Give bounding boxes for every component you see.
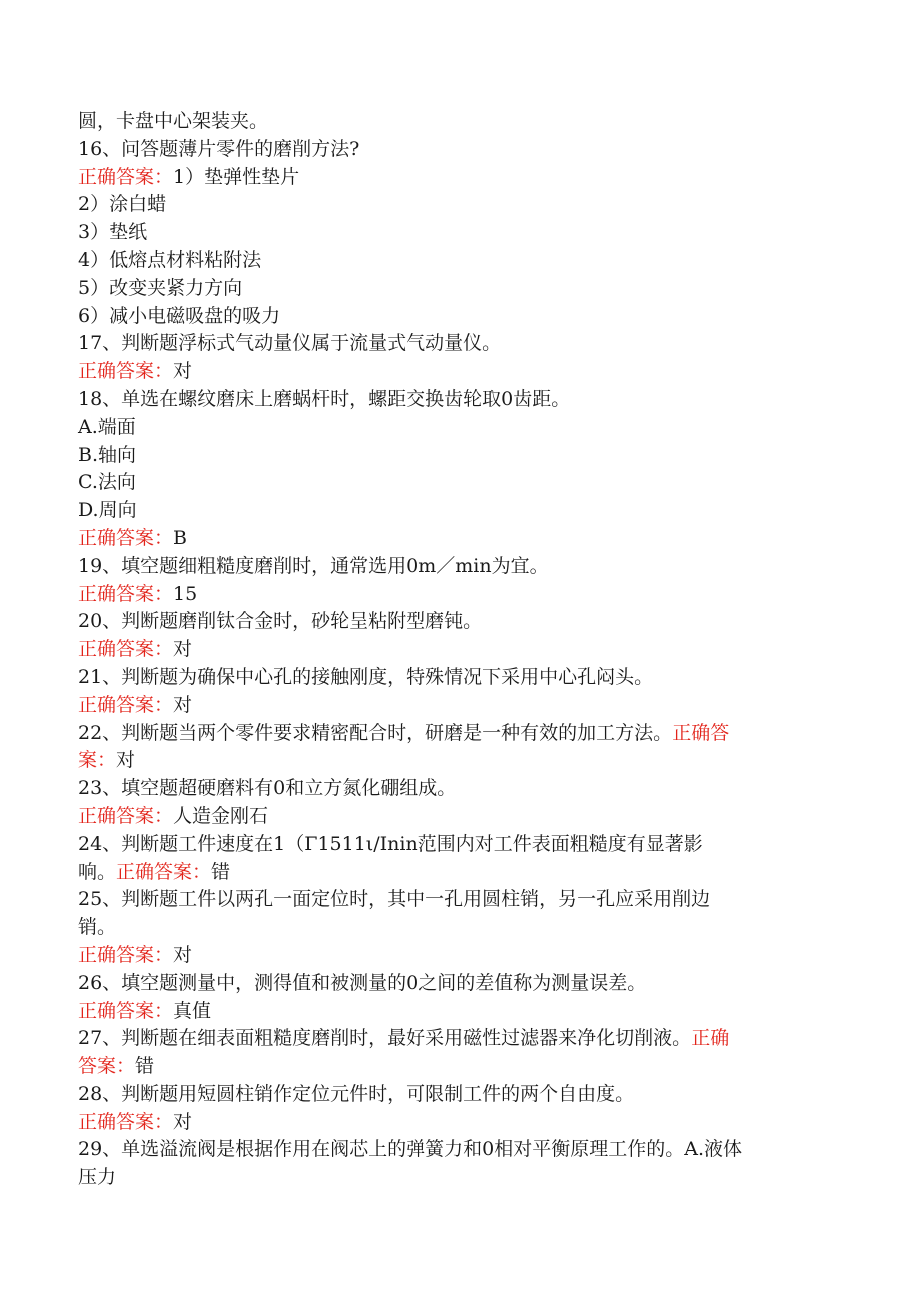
question-25-cont: 销。 — [78, 916, 117, 939]
answer-label: 正确答案： — [78, 999, 174, 1022]
answer-value: 对 — [116, 749, 136, 772]
answer-26 — [78, 998, 833, 1026]
answer-value: 对 — [173, 1110, 193, 1133]
question-16: 16、问答题薄片零件的磨削方法? — [78, 137, 360, 160]
answer-value: 1）垫弹性垫片 — [173, 165, 300, 188]
answer-label: 正确答案： — [78, 1110, 174, 1133]
answer-label: 正确答案： — [78, 582, 174, 605]
question-25: 25、判断题工件以两孔一面定位时，其中一孔用圆柱销，另一孔应采用削边 — [78, 888, 711, 911]
option-a: A.端面 — [78, 415, 136, 438]
answer-17 — [78, 358, 833, 386]
option-d: D.周向 — [78, 499, 137, 522]
answer-value: 对 — [173, 360, 193, 383]
question-17: 17、判断题浮标式气动量仪属于流量式气动量仪。 — [78, 332, 502, 355]
option-c: C.法向 — [78, 471, 136, 494]
answer-line: 6）减小电磁吸盘的吸力 — [78, 304, 281, 327]
question-18: 18、单选在螺纹磨床上磨蜗杆时，螺距交换齿轮取0齿距。 — [78, 387, 571, 410]
answer-value: 15 — [173, 582, 198, 605]
answer-16 — [78, 164, 833, 192]
question-text: 22、判断题当两个零件要求精密配合时，研磨是一种有效的加工方法。 — [78, 721, 673, 744]
answer-label: 正确 — [691, 1027, 730, 1050]
question-26: 26、填空题测量中，测得值和被测量的0之间的差值称为测量误差。 — [78, 971, 647, 994]
answer-label: 案： — [78, 749, 117, 772]
answer-25 — [78, 942, 833, 970]
option-b: B.轴向 — [78, 443, 137, 466]
answer-21 — [78, 692, 833, 720]
answer-value: B — [173, 526, 187, 549]
question-27 — [78, 1025, 833, 1053]
answer-label: 正确答案： — [78, 526, 174, 549]
answer-label: 正确答案： — [78, 360, 174, 383]
answer-18 — [78, 525, 833, 553]
question-28: 28、判断题用短圆柱销作定位元件时，可限制工件的两个自由度。 — [78, 1082, 635, 1105]
answer-label: 正确答案： — [78, 638, 174, 661]
answer-value: 错 — [211, 860, 231, 883]
answer-label: 正确答案： — [78, 943, 174, 966]
answer-27 — [78, 1053, 833, 1081]
answer-label: 正确答案： — [116, 860, 212, 883]
answer-label: 正确答案： — [78, 804, 174, 827]
answer-label: 正确答案： — [78, 165, 174, 188]
answer-24 — [78, 859, 833, 887]
answer-line: 2）涂白蜡 — [78, 193, 167, 216]
question-19: 19、填空题细粗糙度磨削时，通常选用0m／min为宜。 — [78, 554, 549, 577]
answer-label: 正确答 — [672, 721, 730, 744]
text-line: 圆，卡盘中心架装夹。 — [78, 110, 269, 132]
question-23: 23、填空题超硬磨料有0和立方氮化硼组成。 — [78, 777, 457, 800]
answer-value: 错 — [135, 1055, 155, 1078]
answer-23 — [78, 803, 833, 831]
answer-value: 真值 — [173, 999, 212, 1022]
question-text: 27、判断题在细表面粗糙度磨削时，最好采用磁性过滤器来净化切削液。 — [78, 1027, 692, 1050]
question-29-cont: 压力 — [78, 1166, 117, 1189]
answer-28 — [78, 1109, 833, 1137]
question-22 — [78, 720, 833, 748]
question-text: 响。 — [78, 860, 117, 883]
answer-19 — [78, 581, 833, 609]
question-24: 24、判断题工件速度在1（Γ1511ι/Inin范围内对工件表面粗糙度有显著影 — [78, 832, 703, 855]
question-20: 20、判断题磨削钛合金时，砂轮呈粘附型磨钝。 — [78, 610, 483, 633]
question-21: 21、判断题为确保中心孔的接触刚度，特殊情况下采用中心孔闷头。 — [78, 665, 654, 688]
answer-22 — [78, 747, 833, 775]
answer-label: 正确答案： — [78, 693, 174, 716]
document-body — [78, 108, 833, 1192]
answer-line: 4）低熔点材料粘附法 — [78, 248, 262, 271]
answer-line: 3）垫纸 — [78, 221, 148, 244]
answer-value: 对 — [173, 638, 193, 661]
question-29: 29、单选溢流阀是根据作用在阀芯上的弹簧力和0相对平衡原理工作的。A.液体 — [78, 1138, 743, 1161]
answer-label: 答案： — [78, 1055, 136, 1078]
answer-value: 对 — [173, 693, 193, 716]
answer-value: 人造金刚石 — [173, 804, 269, 827]
answer-line: 5）改变夹紧力方向 — [78, 276, 243, 299]
answer-20 — [78, 636, 833, 664]
answer-value: 对 — [173, 943, 193, 966]
